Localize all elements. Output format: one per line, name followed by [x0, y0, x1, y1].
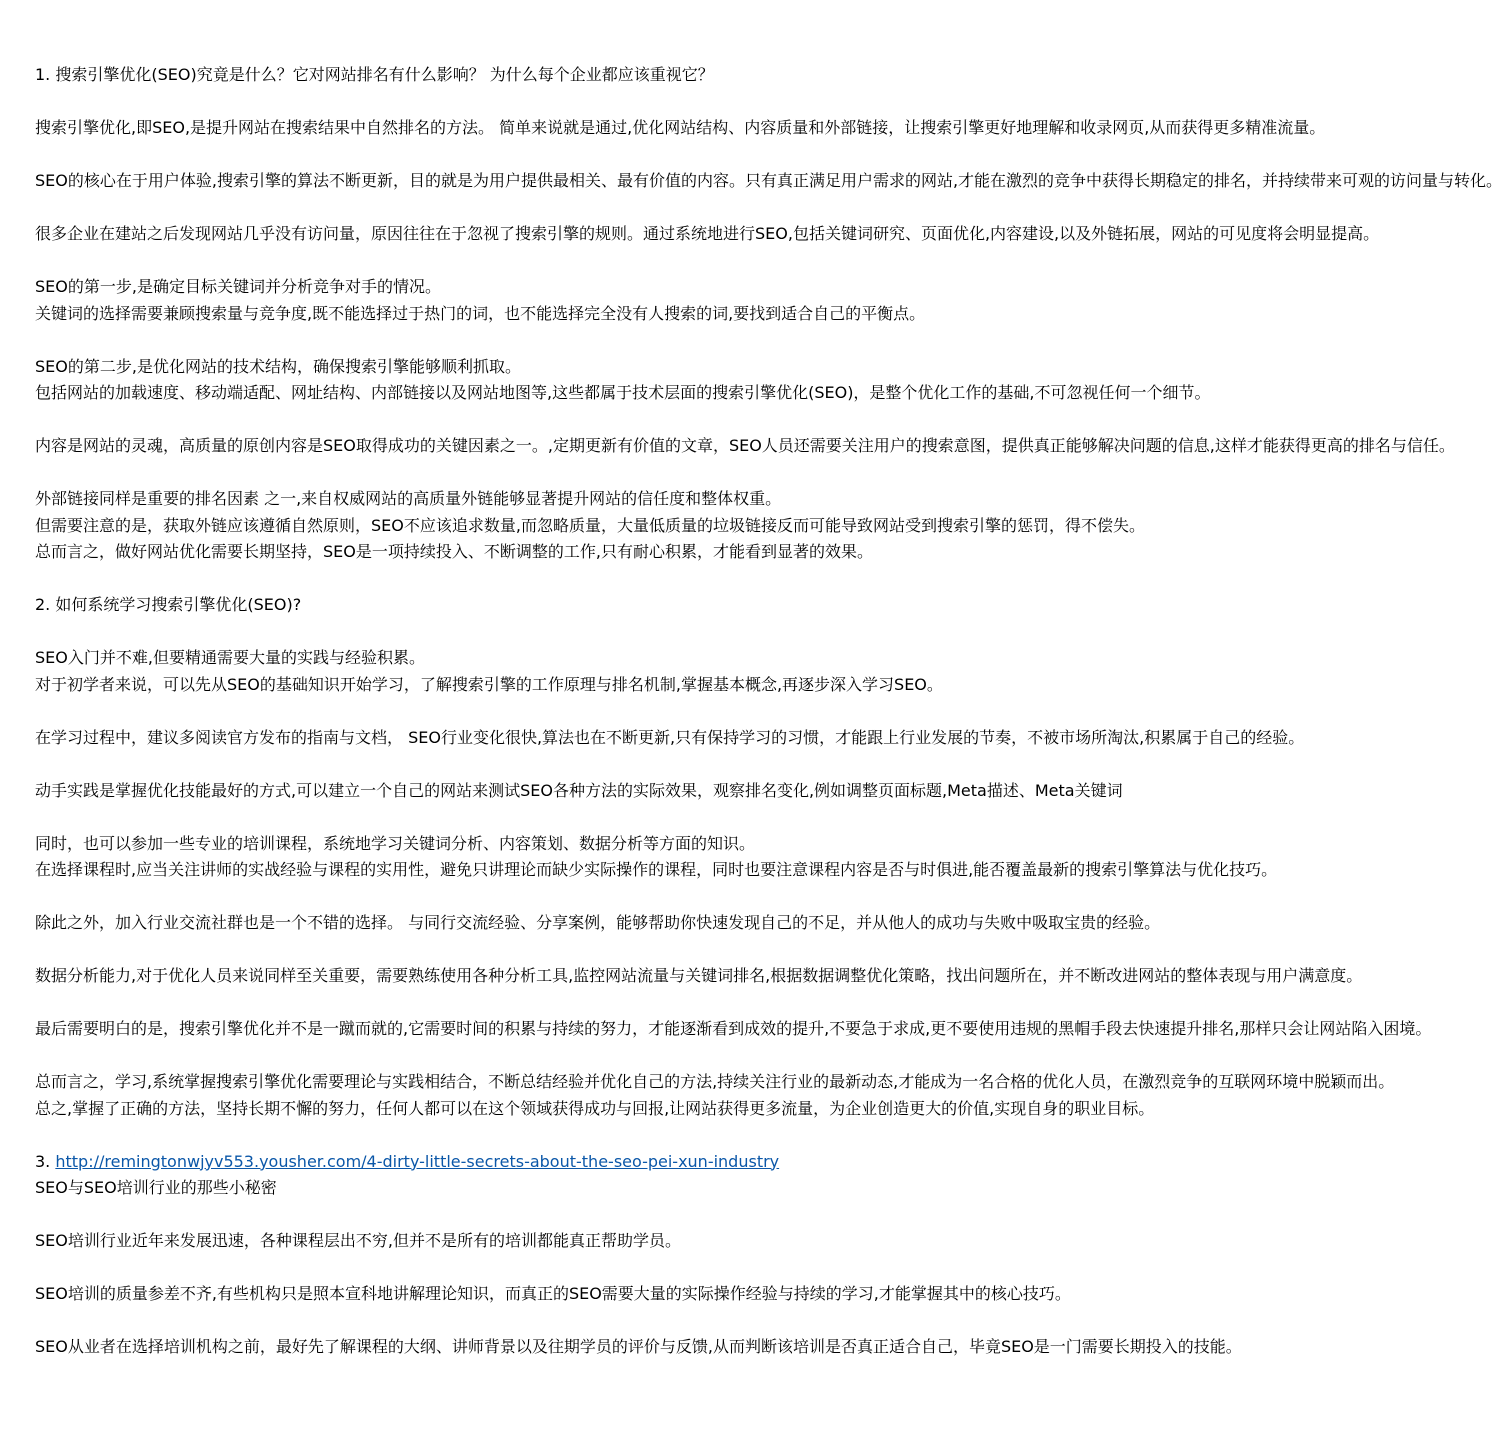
text-line: 在选择课程时,应当关注讲师的实战经验与课程的实用性，避免只讲理论而缺少实际操作的课程，同时也要注意课程内容是否与时俱进,能否覆盖最新的搜索引擎算法与优化技巧。 [35, 860, 1278, 879]
paragraph-gap [35, 248, 989, 275]
text-line: 动手实践是掌握优化技能最好的方式,可以建立一个自己的网站来测试SEO各种方法的实际效果，观察排名变化,例如调整页面标题,Meta描述、Meta关键词 [35, 780, 1123, 800]
text-line: 关键词的选择需要兼顾搜索量与竞争度,既不能选择过于热门的词，也不能选择完全没有人搜索的词,要找到适合自己的平衡点。 [35, 303, 926, 323]
text-line: SEO入门并不难,但要精通需要大量的实践与经验积累。 [35, 648, 425, 667]
text-line: 最后需要明白的是，搜索引擎优化并不是一蹴而就的,它需要时间的积累与持续的努力，才能逐渐看到成效的提升,不要急于求成,更不要使用违规的黑帽手段去快速提升排名,那样只会让网站陷入困境。 [35, 1019, 1432, 1038]
paragraph-gap [35, 990, 989, 1017]
paragraph-gap [35, 460, 989, 487]
paragraph-gap [35, 89, 989, 116]
text-line: SEO的第二步,是优化网站的技术结构，确保搜索引擎能够顺利抓取。 [35, 356, 521, 376]
text-line: 2. 如何系统学习搜索引擎优化(SEO)? [35, 595, 302, 614]
paragraph-gap [35, 619, 989, 646]
text-line: 在学习过程中，建议多阅读官方发布的指南与文档， SEO行业变化很快,算法也在不断更新,只有保持学习的习惯，才能跟上行业发展的节奏，不被市场所淘汰,积累属于自己的经验。 [35, 727, 1305, 747]
paragraph-gap [35, 1255, 989, 1282]
paragraph-gap [35, 566, 989, 593]
article-link[interactable]: http://remingtonwjyv553.yousher.com/4-dirty-little-secrets-about-the-seo-pei-xun-industry [55, 1151, 780, 1171]
text-line: SEO从业者在选择培训机构之前，最好先了解课程的大纲、讲师背景以及往期学员的评价与反馈,从而判断该培训是否真正适合自己，毕竟SEO是一门需要长期投入的技能。 [35, 1337, 1242, 1356]
text-line: SEO培训的质量参差不齐,有些机构只是照本宣科地讲解理论知识，而真正的SEO需要大量的实际操作经验与持续的学习,才能掌握其中的核心技巧。 [35, 1284, 1071, 1303]
text-line: 总而言之，做好网站优化需要长期坚持，SEO是一项持续投入、不断调整的工作,只有耐心积累，才能看到显著的效果。 [35, 542, 873, 561]
paragraph-gap [35, 751, 989, 778]
text-line: 内容是网站的灵魂，高质量的原创内容是SEO取得成功的关键因素之一。,定期更新有价值的文章，SEO人员还需要关注用户的搜索意图，提供真正能够解决问题的信息,这样才能获得更高的排名与信任。 [35, 436, 1455, 455]
text-line: SEO培训行业近年来发展迅速，各种课程层出不穷,但并不是所有的培训都能真正帮助学员。 [35, 1231, 681, 1250]
paragraph-gap [35, 698, 989, 725]
text-line: 数据分析能力,对于优化人员来说同样至关重要，需要熟练使用各种分析工具,监控网站流量与关键词排名,根据数据调整优化策略，找出问题所在，并不断改进网站的整体表现与用户满意度。 [35, 966, 1363, 985]
text-line: 搜索引擎优化,即SEO,是提升网站在搜索结果中自然排名的方法。 简单来说就是通过,优化网站结构、内容质量和外部链接，让搜索引擎更好地理解和收录网页,从而获得更多精准流量。 [35, 118, 1326, 137]
paragraph-gap [35, 407, 989, 434]
text-line: 总之,掌握了正确的方法，坚持长期不懈的努力，任何人都可以在这个领域获得成功与回报,让网站获得更多流量，为企业创造更大的价值,实现自身的职业目标。 [35, 1098, 1155, 1118]
paragraph-gap [35, 1308, 989, 1335]
paragraph-gap [35, 804, 989, 831]
text-line: SEO的核心在于用户体验,搜索引擎的算法不断更新，目的就是为用户提供最相关、最有价值的内容。只有真正满足用户需求的网站,才能在激烈的竞争中获得长期稳定的排名，并持续带来可观的访问量与转化。 [35, 171, 1502, 190]
text-line-with-link [35, 1149, 989, 1176]
text-line: 除此之外，加入行业交流社群也是一个不错的选择。 与同行交流经验、分享案例，能够帮助你快速发现自己的不足，并从他人的成功与失败中吸取宝贵的经验。 [35, 913, 1161, 932]
text-line: SEO的第一步,是确定目标关键词并分析竞争对手的情况。 [35, 277, 441, 296]
paragraph-gap [35, 195, 989, 222]
link-prefix: 3. [35, 1151, 56, 1171]
paragraph-gap [35, 1043, 989, 1070]
text-line: 很多企业在建站之后发现网站几乎没有访问量，原因往往在于忽视了搜索引擎的规则。通过系统地进行SEO,包括关键词研究、页面优化,内容建设,以及外链拓展，网站的可见度将会明显提高。 [35, 224, 1380, 243]
paragraph-gap [35, 1202, 989, 1229]
text-line: 包括网站的加载速度、移动端适配、网址结构、内部链接以及网站地图等,这些都属于技术层面的搜索引擎优化(SEO)，是整个优化工作的基础,不可忽视任何一个细节。 [35, 383, 1211, 402]
paragraph-gap [35, 1122, 989, 1149]
paragraph-gap [35, 884, 989, 911]
text-line: 外部链接同样是重要的排名因素 之一,来自权威网站的高质量外链能够显著提升网站的信任度和整体权重。 [35, 489, 782, 508]
document-body [35, 62, 1502, 1361]
text-line: 1. 搜索引擎优化(SEO)究竟是什么？它对网站排名有什么影响？ 为什么每个企业都应该重视它？ [35, 65, 714, 84]
text-line: 总而言之，学习,系统掌握搜索引擎优化需要理论与实践相结合，不断总结经验并优化自己的方法,持续关注行业的最新动态,才能成为一名合格的优化人员，在激烈竞争的互联网环境中脱颖而出。 [35, 1072, 1395, 1091]
paragraph-gap [35, 142, 989, 169]
text-line: 但需要注意的是，获取外链应该遵循自然原则，SEO不应该追求数量,而忽略质量，大量低质量的垃圾链接反而可能导致网站受到搜索引擎的惩罚，得不偿失。 [35, 515, 1145, 535]
paragraph-gap [35, 937, 989, 964]
paragraph-gap [35, 327, 989, 354]
text-line: 同时，也可以参加一些专业的培训课程，系统地学习关键词分析、内容策划、数据分析等方面的知识。 [35, 833, 756, 853]
text-line: SEO与SEO培训行业的那些小秘密 [35, 1178, 277, 1197]
text-line: 对于初学者来说，可以先从SEO的基础知识开始学习，了解搜索引擎的工作原理与排名机制,掌握基本概念,再逐步深入学习SEO。 [35, 674, 943, 694]
